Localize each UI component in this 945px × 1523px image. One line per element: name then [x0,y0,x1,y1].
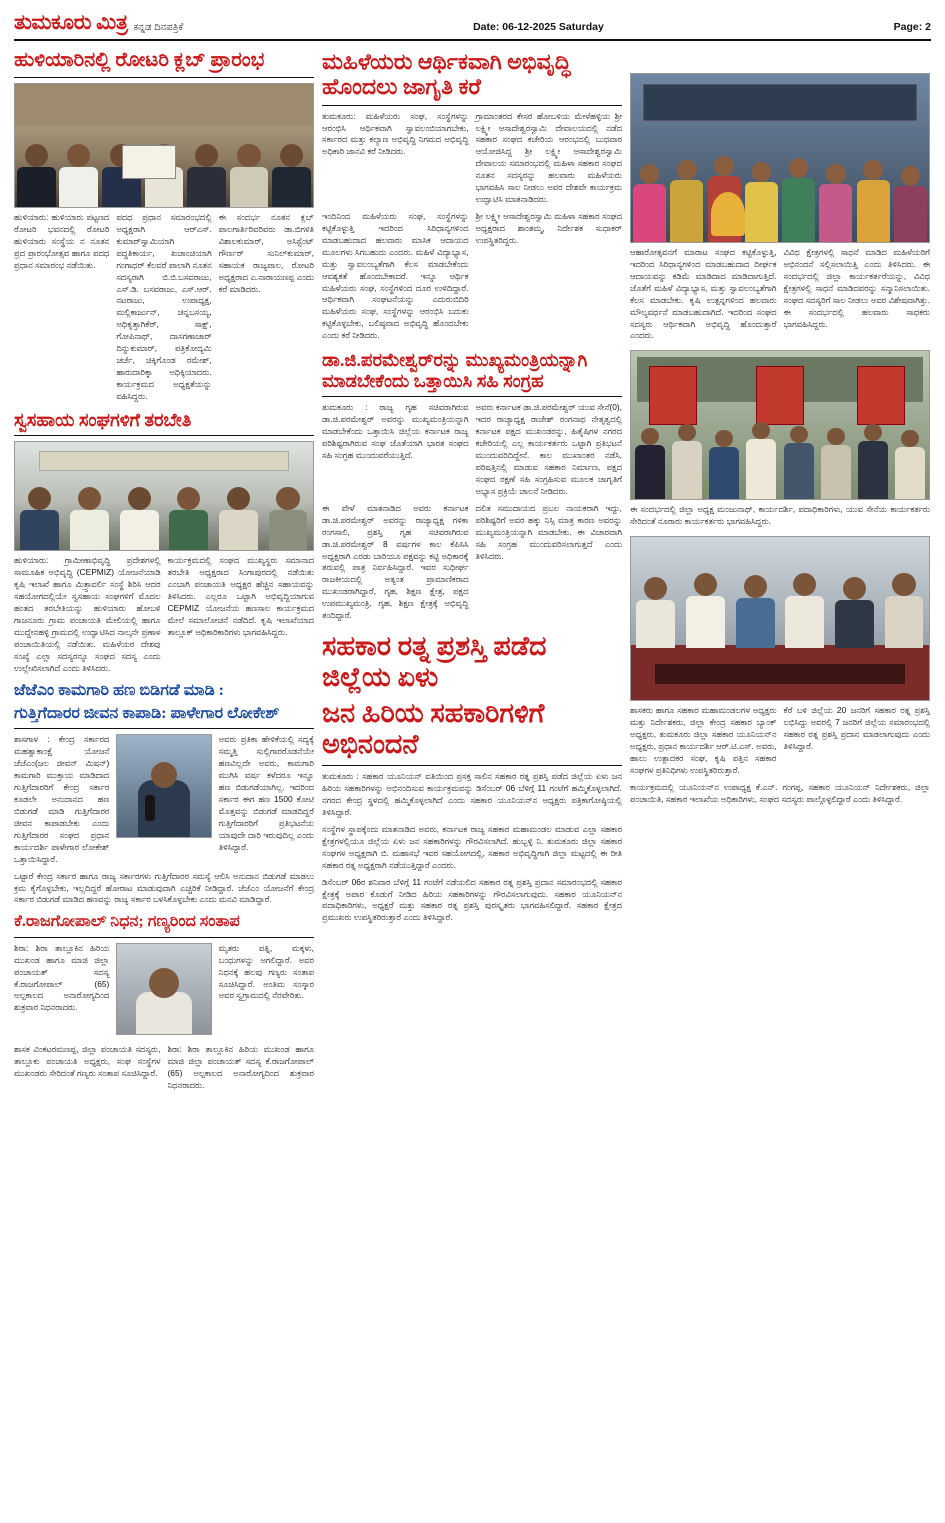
issue-date: Date: 06-12-2025 Saturday [473,21,604,33]
paragraph: ಒಟ್ಟಾರೆ ಕೇಂದ್ರ ಸರ್ಕಾರ ಹಾಗೂ ರಾಜ್ಯ ಸರ್ಕಾರಗಳು ಗುತ್ತಿಗೆದಾರರ ಸಮಸ್ಯೆ ಆಲಿಸಿ ಅನುದಾನ ಬಿಡುಗಡೆ ಮಾಡಲು ಕ್ರಮ ಕೈಗೊಳ್ಳಬೇಕು, ಇಲ್ಲದಿದ್ದರೆ ಹೋರಾಟ ಮಾಡುವುದಾಗಿ ಎಚ್ಚರಿಕೆ ನೀಡಿದ್ದಾರೆ. ಜೆಜೆಎಂ ಯೋಜನೆಗೆ ಕೇಂದ್ರ ಸರ್ಕಾರ ಬಿಡುಗಡೆ ಮಾಡಿದ ಹಣವನ್ನು ರಾಜ್ಯ ಸರ್ಕಾರ ಬಳಸಿಕೊಳ್ಳಬೇಕು ಎಂದು ಮನವಿ ಮಾಡಿದ್ದಾರೆ. [14,870,314,905]
headline-sahakara-ratna-line1: ಸಹಕಾರ ರತ್ನ ಪ್ರಶಸ್ತಿ ಪಡೆದ ಜಿಲ್ಲೆಯ ಏಳು [322,631,547,693]
paragraph: ತುಮಕೂರು: ಮಹಿಳೆಯರು ಸಂಘ, ಸಂಸ್ಥೆಗಳನ್ನು ಆರಂಭಿಸಿ ಆರ್ಥಿಕವಾಗಿ ಸ್ವಾವಲಂಬಿಯಾಗಬೇಕು, ಸರ್ಕಾರದ ಮತ್ತು ಕಲ್ಯಾಣ ಅಭಿವೃದ್ಧಿ ನಿಗಮದ ಅಭಿವೃದ್ಧಿ ಅಧಿಕಾರಿ ಜಾನವಿ ಕರೆ ನೀಡಿದರು. [322,110,469,157]
headline-jjm-part1: ಜೆಜೆಎಂ ಕಾಮಗಾರಿ ಹಣ ಬಿಡಿಗಡೆ ಮಾಡಿ : [14,681,224,699]
column-right [630,47,930,1487]
obituary-body [14,943,314,1039]
paragraph: ಶಾಸಕ ವಿಂಕಟರಮಣಪ್ಪ, ಜಿಲ್ಲಾ ಪಂಚಾಯತಿ ಸದಸ್ಯರು, ತಾಲ್ಲೂಕು ಪಂಚಾಯತಿ ಅಧ್ಯಕ್ಷರು, ಸಂಘ ಸಂಸ್ಥೆಗಳ ಮುಖಂಡರು ಸೇರಿದಂತೆ ಗಣ್ಯರು ಸಂತಾಪ ಸೂಚಿಸಿದ್ದಾರೆ. [14,1043,161,1078]
headline-women-economic: ಮಹಿಳೆಯರು ಆರ್ಥಿಕವಾಗಿ ಅಭಿವೃದ್ಧಿ ಹೊಂದಲು ಜಾಗೃತಿ ಕರೆ [322,49,571,100]
paragraph: ಹುಳಿಯಾರು: ಗ್ರಾಮೀಣಾಭಿವೃದ್ಧಿ ಪ್ರದೇಶಗಳಲ್ಲಿ ಸಾಮೂಹಿಕ ಅಭಿವೃದ್ಧಿ (CEPMIZ) ಯೋಜನೆಯಾಡಿ ಕೃಷಿ ಇಲಾಖೆ ಹಾಗೂ ಮಿತ್ರ್ತಾವರ್ಲಿ ಸಂಸ್ಥೆ ಶಿರಿಸಿ ಆದರ ಸಹಯೋಗದಲ್ಲಿಯೇ ಸ್ವಸಹಾಯ ಸಂಘಗಳಿಗೆ ಮೊದಲ ಹಂತದ ತರಬೇತಿಯನ್ನು ಹುಳಿಯಾರು ಹೋಬಳಿ ಗಾಜನೂರು ಗ್ರಾಮ ಪಂಚಾಯತಿ ಮೇಲಿಯಲ್ಲಿ ಹಾಗೂ ಮುದ್ದೇನಹಳ್ಳಿ ಗ್ರಾಮದಲ್ಲಿ ಉದ್ಘಾಟಿಸಿದ ನಾಲ್ಕನೇ ಪ್ರಣಾಳ ಪಂಚಾಯಿತಿಯಲ್ಲಿ ನಡೆಯಿತು. ಮಹಿಳೆಯರ ದೇಶವು ಸಂಖ್ಯೆ ಎಲ್ಲಾ ಸದಸ್ಯರನ್ನೂ ಸಂಘದ ಸದಸ್ಯ ಎಂದು ಉಲ್ಲೇಖಿಸಲಾಗಿದೆ ಎಂದು ತಿಳಿಸಿದರು. [14,555,161,673]
photo-self-help-training [14,441,314,551]
headline-self-help-training: ಸ್ವಸಹಾಯ ಸಂಘಗಳಿಗೆ ತರಬೇತಿ [14,409,192,430]
paragraph: ಶಿರಾ: ಶಿರಾ ತಾಲ್ಲೂಕಿನ ಹಿರಿಯ ಮುಖಂಡ ಹಾಗೂ ಮಾಜಿ ಜಿಲ್ಲಾ ಪಂಚಾಯತ್ ಸದಸ್ಯ ಕೆ.ರಾಜಗೋಪಾಲ್ (65) ಅಲ್ಪಕಾಲದ ಅನಾರೋಗ್ಯದಿಂದ ಶುಕ್ರವಾರ ನಿಧನರಾದರು. [14,942,110,1013]
paragraph: ಶ್ರೀ ಲಕ್ಷ್ಮೀ ಆಸಾದೇಶ್ವರಸ್ವಾಮಿ ಮಹಿಳಾ ಸಹಕಾರ ಸಂಘದ ಅಧ್ಯಕ್ಷರಾದ ಶಾಂತಮ್ಮ, ನಿರ್ದೇಶಕ ಸುಧಾಕರ್ ಉಪಸ್ಥಿತರಿದ್ದರು. [475,210,622,245]
divider [322,105,622,106]
paragraph: ಮೃತರು ಪತ್ನಿ, ಮಕ್ಕಳು, ಬಂಧುಗಳನ್ನು ಅಗಲಿದ್ದಾರೆ. ಅವರ ನಿಧನಕ್ಕೆ ಹಲವು ಗಣ್ಯರು ಸಂತಾಪ ಸೂಚಿಸಿದ್ದಾರೆ. ಅಂತಿಮ ಸಂಸ್ಕಾರ ಅವರ ಸ್ವಗ್ರಾಮದಲ್ಲಿ ನೆರವೇರಿತು. [218,942,314,1001]
photo-cell [116,943,211,1039]
divider [14,435,314,436]
rotary-body [14,212,314,403]
divider [322,396,622,397]
headline-rajagopal-obituary: ಕೆ.ರಾಜಗೋಪಾಲ್ ನಿಧನ; ಗಣ್ಯರಿಂದ ಸಂತಾಪ [14,913,240,931]
paragraph: ಶಾಸಗಾಳ : ಕೇಂದ್ರ ಸರ್ಕಾರದ ಮಹತ್ವಾಕಾಂಕ್ಷೆ ಯೋಜನೆ ಜೆಜೆಎಂ(ಜಲ ಜೀವನ್ ಮಿಷನ್) ಕಾಮಗಾರಿ ಮುಕ್ತಾಯ ಮಾಡಿದಾದ ಗುತ್ತಿಗೆದಾರರಿಗೆ ಕೇಂದ್ರ ಸರ್ಕಾರ ಕೂಡಲೇ ಅನುದಾನದ ಹಣ ಬಿಡುಗಡೆ ಮಾಡಿ ಗುತ್ತಿಗೆದಾರರ ಜೀವನ ಕಾಪಾಡಬೇಕು ಎಂದು ಗುತ್ತಿಗೆದಾರರ ಸಂಘದ ಪ್ರಧಾನ ಕಾರ್ಯದರ್ಶಿ ಪಾಳೇಗಾರ ಲೋಕೇಶ್ ಒತ್ತಾಯಿಸಿದ್ದಾರೆ. [14,734,110,864]
divider [14,728,314,729]
headline-sahakara-ratna-line2: ಜನ ಹಿರಿಯ ಸಹಕಾರಿಗಳಿಗೆ ಅಭಿನಂದನೆ [322,698,545,760]
paragraph: ಕೆರೆ ಬಳಿ ಜಿಲ್ಲೆಯ 20 ಜನರಿಗೆ ಸಹಕಾರ ರತ್ನ ಪ್ರಶಸ್ತಿ ಲಭಿಸಿದ್ದು ಅವರಲ್ಲಿ 7 ಜನರಿಗೆ ಜಿಲ್ಲೆಯ ಸಮಾರಂಭದಲ್ಲಿ ಸಹಕಾರ ರತ್ನ ಪ್ರಶಸ್ತಿ ಪ್ರದಾನ ಮಾಡಲಾಗುವುದು ಎಂದು ತಿಳಿಸಿದ್ದಾರೆ. [783,705,930,751]
column-left [14,47,314,1487]
photo-women-meeting [630,73,930,243]
paragraph: ಈ ಸಂದರ್ಭದಲ್ಲಿ ಜಿಲ್ಲಾ ಅಧ್ಯಕ್ಷ ಮಂಜುನಾಥ್, ಕಾರ್ಯದರ್ಶಿ, ಪದಾಧಿಕಾರಿಗಳು, ಯುವ ಸೇನೆಯ ಕಾರ್ಯಕರ್ತರು ಸೇರಿದಂತೆ ನೂರಾರು ಕಾರ್ಯಕರ್ತರು ಭಾಗವಹಿಸಿದ್ದರು. [630,504,930,527]
photo-rajagopal [116,943,211,1035]
masthead [14,10,931,41]
paragraph: ದಲಿತ ಸಮುದಾಯದ ಪ್ರಬಲ ನಾಯಕರಾಗಿ ಇದ್ದು, ಪರಿಶಿಷ್ಟರಿಗೆ ಅವರ ಹಕ್ಕು ನಿಸ್ಸಿ ಮಾತ್ರ ಕಾರಣ ಅವರನ್ನು ಮುಖ್ಯಮಂತ್ರಿಯನ್ನಾಗಿ ಮಾಡಬೇಕು. ಈ ವಿಚಾರವಾಗಿ ಸಹಿ ಸಂಗ್ರಹ ಮುಂದುವರಿಸಲಾಗುತ್ತದೆ ಎಂದು ತಿಳಿಸಿದರು. [475,502,622,561]
headline-paramesh-cm-signature: ಡಾ.ಜಿ.ಪರಮೇಶ್ವರ್‌ರನ್ನು ಮುಖ್ಯಮಂತ್ರಿಯನ್ನಾಗಿ ಮಾಡಬೇಕೆಂದು ಒತ್ತಾಯಿಸಿ ಸಹಿ ಸಂಗ್ರಹ [322,350,588,391]
headline-jjm-part2: ಗುತ್ತಿಗೆದಾರರ ಜೀವನ ಕಾಪಾಡಿ: ಪಾಳೇಗಾರ ಲೋಕೇಶ್ [14,705,280,723]
photo-cell [116,734,211,865]
divider [14,77,314,78]
paragraph: ಅವರು ಕರ್ನಾಟಕ ಡಾ.ಜಿ.ಪರಮೇಶ್ವರ್ ಯುವ ಸೇನೆ(0), ಇದರ ರಾಜ್ಯಾಧ್ಯಕ್ಷ ರಾಜೇಶ್ ರಂಗನಾಥ ನೇತೃತ್ವದಲ್ಲಿ ಕರ್ನಾಟಕ ಪಕ್ಷದ ಮುಖಂಡರನ್ನು, ಹಿತೈಷಿಗಳ ನಗರದ ಕಚೇರಿಯಲ್ಲಿ ಎಲ್ಲ ಕಾರ್ಯಕರ್ತರು ಒಟ್ಟಾಗಿ ಪ್ರತಿಭಟನೆ ಮುಂದುವರಿದಿದ್ದೇನೆ. ಕಾಲ ಮುಖಾಂತರ ನಡೆಸಿ, ಪರಿಷತ್ತಿನಲ್ಲಿ ಮಾಡುವ ಸಹಕಾರ ನಿರ್ಮಾಣ, ಪಕ್ಷದ ಸಂಘದ ರಕ್ಷಣೆ ಸಹಿ ಸಂಗ್ರಹಿಸುವ ಮೂಲಕ ಜಾಗೃತಿಗೆ ಅಭ್ಯಾಸ ಪ್ರಕ್ರಿಯೆ ಚಾಲನೆ ನೀಡಿದರು. [475,402,622,496]
photo-paalegara-lokesh [116,734,211,838]
photo-rotary-club [14,83,314,208]
photo-signature-campaign [630,350,930,500]
paragraph: ತುಮಕೂರು : ರಾಜ್ಯ ಗೃಹ ಸಚಿವರಾಗಿರುವ ಡಾ.ಜಿ.ಪರಮೇಶ್ವರ್‌ ಅವರನ್ನು ಮುಖ್ಯಮಂತ್ರಿಯನ್ನಾಗಿ ಮಾಡಬೇಕೆಂದು ಒತ್ತಾಯಿಸಿ ಜಿಲ್ಲೆಯ ಕರ್ನಾಟಕ ರಾಜ್ಯ ಪರಿಶಿಷ್ಟರಾಗಿರುವ ಸಂಘ ಜೊತೆಯಾಗಿ ಭಾರತ ಸಂಘದ ಸಹಿ ಸಂಗ್ರಹ ಮುಂದುವರೆಯುತ್ತಿದೆ. [322,402,469,461]
paragraph: ಪದಧ ಪ್ರಧಾನ ಸಮಾರಂಭದಲ್ಲಿ ಅಧ್ಯಕ್ಷರಾಗಿ ಆರ್‌ಎಸ್. ಕುಮಾರ್‌ಸ್ವಾಮಿಯಾಗಿ ಪದ್ಧತಿಕಾರ್ಯ, ಖಜಾಂಚಿಯಾಗಿ ಗಂಗಾಧರ್ ಕೆಲವರೆ ಪಾಲಾಗಿ ನೂತನ ಸದಸ್ಯರಾಗಿ ಬಿ.ಬಿ.ಬಸವರಾಜು, ಎಸ್.ಡಿ. ಬಸವರಾಜು, ಎಸ್.ಆರ್. ನಟರಾಜು, ಉಪಾಧ್ಯಕ್ಷ, ಮಲ್ಲಿಕಾರ್ಜುನ್, ಚನ್ನಬಸಯ್ಯ, ಅಧಿಕೃತ್ತಾಗಿಕೆರ್, ಸಾಕ್ಷ್, ಗೋಪಿನಾಥ್, ದಾಸಗಣಾಚಾರ್ ದಿನ್ನುಕುಮಾರ್, ಪತ್ರಿಕೋದ್ಯಮಿ ಚರ್ಚೆ, ಚಿಕ್ಕಿಗೊಂಡ ರಮೇಶ್, ಹಾರುದಾರಿಕ್ಕಾ ಅಧಿಕ್ಕಿಯಾದರು. ಕಾರ್ಯಕ್ರಮದ ಅಧ್ಯಕ್ಷತೆಯನ್ನು ವಹಿಸಿದ್ದರು. [116,212,212,401]
paragraph: ಈ ಸಂದರ್ಭ ನೂತನ ಕ್ಲಬ್ ಪಾಲಗಾರ್ತಿರಿವರಿವರು ಡಾ.ಬಿಗಳಿತಿ ವಿಶಾಲಕುಮಾರ್, ಅಸಿಸ್ಟೆಂಟ್ ಗೌರ್ಣರ್ ಸುನಿಲ್‌ಕುಮಾರ್, ಸಹಾಯಕ ರಾಜ್ಯಪಾಲ, ರೋಟರಿ ಅಧ್ಯಕ್ಷರಾದ ಎ.ನಾರಾಯಣಪ್ಪ ಎಂದು ಕರೆ ಮಾಡಿದರು. [218,212,314,294]
paragraph: ಶಿರಾ: ಶಿರಾ ತಾಲ್ಲೂಕಿನ ಹಿರಿಯ ಮುಖಂಡ ಹಾಗೂ ಮಾಜಿ ಜಿಲ್ಲಾ ಪಂಚಾಯತ್ ಸದಸ್ಯ ಕೆ.ರಾಜಗೋಪಾಲ್ (65) ಅಲ್ಪಕಾಲದ ಅನಾರೋಗ್ಯದಿಂದ ಶುಕ್ರವಾರ ನಿಧನರಾದರು. [167,1043,314,1090]
self-help-body [14,555,314,674]
page-number: Page: 2 [893,21,931,33]
divider [14,937,314,938]
page-columns [14,47,931,1487]
paragraph: ಅವರು ಪ್ರತಿಕಾ ಹೇಳಿಕೆಯಲ್ಲಿ ಸದ್ಯಕ್ಕೆ ಸಮ್ಮತ್ತಿ ಸುಲ್ಲಿಗಾರರೊಡನೆಯೇ ಹಣವಿಲ್ಲದೇ ಅವರು, ಕಾಮಗಾರಿ ಮುಗಿಸಿ ವರ್ಷ ಕಳೆದರೂ ಇನ್ನೂ ಹಣ ಬಿಡುಗಡೆಯಾಗಿಲ್ಲ. ಇದರಿಂದ ಸರ್ಕಾರ ಈಗ ಹಣ 1500 ಕೋಟಿ ಮೊತ್ತವನ್ನು ಬಿಡುಗಡೆ ಮಾಡದಿದ್ದರೆ ಗುತ್ತಿಗೆದಾರರಿಗೆ ಪ್ರತಿಭಟನೆಯ ಯಾವುದೇ ದಾರಿ ಇರುವುದಿಲ್ಲ ಎಂದು ತಿಳಿಸಿದ್ದಾರೆ. [218,734,314,852]
paragraph: ಸಂಸ್ಥೆಗಳ ಸ್ಥಾಪಕ್ಕೆಂದು ಮಾತನಾಡಿದ ಅವರು, ಕರ್ನಾಟಕ ರಾಜ್ಯ ಸಹಕಾರ ಮಹಾಮಂಡಲ ಮಾಡುವ ಎಲ್ಲಾ ಸಹಕಾರ ಕ್ಷೇತ್ರಗಳಲ್ಲಿಯೂ ಜಿಲ್ಲೆಯ ಏಳು ಜನ ಸಹಕಾರಿಗಳನ್ನು ಗೌರವಿಸಲಾಗಿದೆ. ಹುಬ್ಬಳ್ಳಿ ನಿ. ತುಮಕೂರು ಜಿಲ್ಲಾ ಸಹಕಾರ ಸಂಘಗಳ ಅಧ್ಯಕ್ಷರಾಗಿ ಬಿ. ಮಹಾಸಭೆ ಇವರ ಸಹಯೋಗದಲ್ಲಿ, ಸಹಕಾರ ಅಭಿವೃದ್ಧಿಗಾಗಿ ಜಿಲ್ಲಾ ಮಟ್ಟದಲ್ಲಿ ಈ ರೀತಿ ಸಹಕಾರ ರತ್ನ ಅಧ್ಯಕ್ಷರಾಗಿ ನಡೆಯುತ್ತಿದ್ದಾರೆ ಎಂದರು. [322,823,622,870]
paragraph: ಆಹಾರೋತ್ಸವನಗೆ ಮಾರಾಟ ಸಂಘದ ಕಟ್ಟಿಕೊಳ್ಳುತ್ತಿ, ಇದರಿಂದ ಸಿರಿಧಾನ್ಯಗಳಿಂದ ಮಾಡಬಹುದಾದ ದೀರ್ಘಕ ಆದಾಯವನ್ನು ಕಡಿಮೆ ಮಾಡಿದಾದ ಮಾಡಿದಾಗುತ್ತಿದೆ. ಜೊತೆಗೆ ಮಹಿಳೆ ವಿದ್ಯಾಭ್ಯಾಸ, ಮತ್ತು ಸ್ವಾವಲಂಬ್ಯತೆಗಾಗಿ ಕೆಲಸ ಮಾಡಬೇಕು. ಕೃಷಿ ಉತ್ಪನ್ನಗಳಿಂದ ಹಲವಾರು ಮೌಲ್ಯವರ್ಧನೆ ಮಾಡಬಹುದಾಗಿದೆ. ಇದರಿಂದ ಸಂಘದ ಸದಸ್ಯರು ಆರ್ಥಿಕವಾಗಿ ಅಭಿವೃದ್ಧಿ ಹೊಂದುತ್ತಾರೆ ಎಂದರು. [630,247,777,341]
paragraph: ಕಾರ್ಯಕ್ರಮದಲ್ಲಿ ಯೂನಿಯನ್‌ನ ಉಪಾಧ್ಯಕ್ಷ ಕೆ.ಎನ್. ಗಂಗಪ್ಪ, ಸಹಕಾರ ಯೂನಿಯನ್ ನಿರ್ದೇಶಕರು, ಜಿಲ್ಲಾ ಪಂಚಾಯಿತಿ, ಸಹಕಾರ ಇಲಾಖೆಯ ಅಧಿಕಾರಿಗಳು, ಸಂಘದ ಸದಸ್ಯರು ಪಾಲ್ಗೊಳ್ಳಲಿದ್ದಾರೆ ಎಂದು ತಿಳಿಸಿದ್ದಾರೆ. [630,781,930,804]
column-middle [322,47,622,1487]
headline-rotary-club: ಹುಳಿಯಾರಿನಲ್ಲಿ ರೋಟರಿ ಕ್ಲಬ್ ಪ್ರಾರಂಭ [14,49,265,71]
masthead-logo [14,10,183,35]
paragraph: ಈ ವೇಳೆ ಮಾತನಾಡಿದ ಅವರು ಕರ್ನಾಟಕ ಡಾ.ಜಿ.ಪರಮೇಶ್ವರ್‌ ಅವರನ್ನು ರಾಜ್ಯಾಧ್ಯಕ್ಷ ಗಳಿಕಾ ರಂಗಸಾಲಿ, ಪ್ರಶಸ್ತಿ ಗೃಹ ಸಚಿವರಾಗಿರುವ ಡಾ.ಜಿ.ಪರಮೇಶ್ವರ್ 8 ವರ್ಷಗಳ ಕಾಲ ಕೆಪಿಸಿಸಿ ಅಧ್ಯಕ್ಷರಾಗಿ ಎರಡು ಬಾರಿಯೂ ಪಕ್ಷವನ್ನು ಕಟ್ಟಿ ಅಧಿಕಾರಕ್ಕೆ ತರುವಲ್ಲಿ ಪಾತ್ರ ನಿರ್ವಹಿಸಿದ್ದಾರೆ. ಇವರ ಸುಧೀರ್ಘ ರಾಜಕೀಯದಲ್ಲಿ ಅತ್ಯಂತ ಪ್ರಾಮಾಣಿಕರಾದ ಮುಖಂಡರಾಗಿದ್ದಾರೆ, ಗೃಹ, ಶಿಕ್ಷಣ ಕ್ಷೇತ್ರ, ಪಕ್ಷದ ಉಪಮುಖ್ಯಮಂತ್ರಿ, ಗೃಹ, ಶಿಕ್ಷಣ ಕ್ಷೇತ್ರಕ್ಕೆ ಅಭಿವೃದ್ಧಿ ತಂದಿದ್ದಾರೆ. [322,502,469,621]
paragraph: ಕಾರ್ಯಕ್ರಮದಲ್ಲಿ ಸಂಘದ ಮುಖ್ಯಸ್ಥರು ಸಮಾನಾದ ತರಬೇತಿ ಅಧ್ಯಕ್ಷರಾದ ಸಿಂಗಾಪುರದಲ್ಲಿ ನಡೆಯಿತು ಎಂಬಾಗಿ ಪಂಚಾಯತಿ ಅಧ್ಯಕ್ಷರ ಹೆಚ್ಚಿನ ಸಹಾಯವನ್ನು ತಿಳಿಸಿದರು. ಎಲ್ಲರೂ ಒಟ್ಟಾಗಿ ಅಭಿವೃದ್ಧಿಯಾಗುವ CEPMIZ ಯೋಜನೆಯ ಹಣಸಾಲ ಕಾರ್ಯಕ್ರಮದ ಮೇಲೆ ಸಮಾಲೋಚನೆ ನಡೆದಿದೆ. ಕೃಷಿ ಇಲಾಖೆಯಾದ ತಾಲ್ಲೂಕ್ ಅಧಿಕಾರಿಕಾರಿಗಳು ಭಾಗವಹಿಸಿದ್ದರು. [167,555,314,637]
paragraph: ಇಂದಿನಿಂದ ಮಹಿಳೆಯರು ಸಂಘ, ಸಂಸ್ಥೆಗಳನ್ನು ಕಟ್ಟಿಕೊಳ್ಳುತ್ತಿ ಇದರಿಂದ ಸಿರಿಧಾನ್ಯಗಳಿಂದ ಮಾಡಬಹುದಾದ ಹಲವಾರು ಮಾಸಿಕ ಆದಾಯದ ಮೂಲಗಳು ಸಿಗಬಹುದು ಎಂದರು. ಮಹಿಳೆ ವಿದ್ಯಾಭ್ಯಾಸ, ಮತ್ತು ಸ್ವಾವಲಂಬ್ಯತೆಗಾಗಿ ಕೆಲಸ ಮಾಡಬೇಕೆಂದು ಆವಶ್ಯಕತೆ ಹೊಂದಬೇಕಾದರೆ. ಇನ್ನೂ ಆರ್ಥಿಕ ಮಹಿಳೆಯರು ಸಂಘ, ಸಂಸ್ಥೆಗಳಿಂದ ದೂರ ಉಳಿದಿದ್ದಾರೆ. ಆರ್ಥಿಕವಾಗಿ ಸಂಘಟನೆಯನ್ನು ಎದುರುಬಿದಿರಿ ಮಹಿಳೆಯರು ಸಂಘ, ಸಂಸ್ಥೆಗಳನ್ನು ಆರಂಭಿಸಿ ಬದುಕು ಕಟ್ಟಿಕೊಳ್ಳಬೇಕು, ಬಲಿಷ್ಠವಾದ ಅಭಿವೃದ್ಧಿ ಹೊಂದಬೇಕು ಎಂದು ಕರೆ ನೀಡಿದರು. [322,210,469,341]
jjm-body [14,734,314,865]
photo-press-conference [630,536,930,701]
paragraph: ಹುಳಿಯಾರು: ಹುಳಿಯಾರು ಪಟ್ಟಣದ ರೋಟರಿ ಭವನದಲ್ಲಿ ರೋಟರಿ ಹುಳಿಯಾರು ಸಂಸ್ಥೆಯ ನ ನೂತನ ಪ್ರದ ಪ್ರಾರಂಭೋತ್ಸವ ಹಾಗೂ ಪದಧ ಪ್ರಧಾನ ಸಮಾರಂಭ ನಡೆಯಿತು. [14,212,110,270]
newspaper-title: ತುಮಕೂರು ಮಿತ್ರ [14,10,128,34]
paragraph: ಗ್ರಾಮಾಂತರದ ಕೇಸರ ಹೋಬಳಿಯ ಮೇಳೆಹಳ್ಳಿಯ ಶ್ರೀ ಲಕ್ಷ್ಮೀ ಆಸಾದೇಶ್ವರಸ್ವಾಮಿ ದೇವಾಲಯದಲ್ಲಿ ನಡೆದ ಸಹಕಾರ ಸಂಘದ ಕಚೇರಿಯ ಆರಂಭದಲ್ಲಿ ಬುಧವಾರ ಆಯೋಜಿಸಿದ್ದ ಶ್ರೀ ಲಕ್ಷ್ಮೀ ಆಸಾದೇಶ್ವರಸ್ವಾಮಿ ದೇವಾಲಯ ಸಮಾರಂಭದಲ್ಲಿ ಮಹಿಳಾ ಸಹಕಾರ ಸಂಘದ ನೂತನ ಸದಸ್ಯರನ್ನು ಹಲವಾರು ಮಹಿಳೆಯರು ಭಾಗವಹಿಸಿ ಸಾಲ ನೀಡಲು ಅವರ ದೇಶವೇ ಕಾರ್ಯಕ್ರಮ ಉದ್ಘಾಟಿಸಿ ಮಾತನಾಡಿದರು. [475,110,622,205]
divider [322,765,622,766]
newspaper-subtitle: ಕನ್ನಡ ದಿನಪತ್ರಿಕೆ [133,22,184,33]
paragraph: ವಿವಿಧ ಕ್ಷೇತ್ರಗಳಲ್ಲಿ ಸಾಧನೆ ಮಾಡಿದ ಮಹಿಳೆಯರಿಗೆ ಅಭಿನಂದನೆ ಸಲ್ಲಿಸಲಾಯಿತ್ತಿ ಎಂದು ತಿಳಿಸಿದರು. ಈ ಸಂದರ್ಭದಲ್ಲಿ ಜಿಲ್ಲಾ ಕಾರ್ಯಕರ್ತರೆಯನ್ನು, ವಿವಿಧ ಕ್ಷೇತ್ರಗಳಲ್ಲಿ ಸಾಧನೆ ಮಾಡಿದವರನ್ನು ಸನ್ಮಾನಿಸಲಾಯಿತು. ಸಂಘದ ಸದಸ್ಯರಿಗೆ ಸಾಲ ನೀಡಲು ಅವರ ವಿಶೇಷವಾಗಿತ್ತು. ಈ ಸಂದರ್ಭದಲ್ಲಿ ಹಲವಾರು ಸಾಧಕರು ಭಾಗವಹಿಸಿದ್ದರು. [783,247,930,329]
paragraph: ತುಮಕೂರು : ಸಹಕಾರ ಯೂನಿಯನ್ ವತಿಯಿಂದ ಪ್ರಸಕ್ತ ಸಾಲಿನ ಸಹಕಾರ ರತ್ನ ಪ್ರಶಸ್ತಿ ಪಡೆದ ಜಿಲ್ಲೆಯ ಏಳು ಜನ ಹಿರಿಯ ಸಹಕಾರಿಗಳನ್ನು ಅಭಿನಂದಿಸುವ ಕಾರ್ಯಕ್ರಮವನ್ನು ಡಿಸೆಂಬರ್ 06 ಬೆಳಿಗ್ಗೆ 11 ಗಂಟೆಗೆ ಹಮ್ಮಿಕೊಳ್ಳಲಾಗಿದೆ. ನಗರದ ಕೇಂದ್ರ ಸ್ಥಳದಲ್ಲಿ ಹಮ್ಮಿಕೊಳ್ಳಲಾಗಿದೆ ಎಂದು ಸಹಕಾರ ಯೂನಿಯನ್‌ನ ಅಧ್ಯಕ್ಷರು ಪತ್ರಿಕಾಗೋಷ್ಠಿಯಲ್ಲಿ ತಿಳಿಸಿದ್ದಾರೆ. [322,771,622,818]
paragraph: ಶಾಸಕರು ಹಾಗೂ ಸಹಕಾರ ಮಹಾಮಂಡಲಗಳ ಅಧ್ಯಕ್ಷರು ಮತ್ತು ನಿರ್ದೇಶಕರು, ಜಿಲ್ಲಾ ಕೇಂದ್ರ ಸಹಕಾರ ಬ್ಯಾಂಕ್ ಅಧ್ಯಕ್ಷರು, ತುಮಕೂರು ಜಿಲ್ಲಾ ಸಹಕಾರ ಯೂನಿಯನ್‌ನ ಅಧ್ಯಕ್ಷರು, ಪ್ರಧಾನ ಕಾರ್ಯದರ್ಶಿ ಆರ್.ಟಿ.ಎಸ್. ಅವರು, ಹಾಲು ಉತ್ಪಾದಕರ ಸಂಘ, ಕೃಷಿ ಪತ್ತಿನ ಸಹಕಾರ ಸಂಘಗಳ ಪ್ರತಿನಿಧಿಗಳು ಉಪಸ್ಥಿತರಿರುತ್ತಾರೆ. [630,705,777,775]
paragraph: ಡಿಸೆಂಬರ್ 06ರ ಶನಿವಾರ ಬೆಳಿಗ್ಗೆ 11 ಗಂಟೆಗೆ ನಡೆಯಲಿದ ಸಹಕಾರ ರತ್ನ ಪ್ರಶಸ್ತಿ ಪ್ರದಾನ ಸಮಾರಂಭದಲ್ಲಿ ಸಹಕಾರ ಕ್ಷೇತ್ರಕ್ಕೆ ಅಪಾರ ಕೊಡುಗೆ ನೀಡಿದ ಹಿರಿಯ ಸಹಕಾರಿಗಳನ್ನು ಗೌರವಿಸಲಾಗುವುದು. ಸಹಕಾರ ಯೂನಿಯನ್‌ನ ಪದಾಧಿಕಾರಿಗಳು, ಅಧ್ಯಕ್ಷರೆ ಮತ್ತು ಸಹಕಾರ ರತ್ನ ಪ್ರಶಸ್ತಿ ಪುರಸ್ಕೃತರು ಭಾಗವಹಿಸಲಿದ್ದಾರೆ. ಸಹಕಾರ ಕ್ಷೇತ್ರದ ಪ್ರಮುಖರು ಉಪಸ್ಥಿತರಿರುತ್ತಾರೆ ಎಂದು ತಿಳಿಸಿದ್ದಾರೆ. [322,876,622,923]
